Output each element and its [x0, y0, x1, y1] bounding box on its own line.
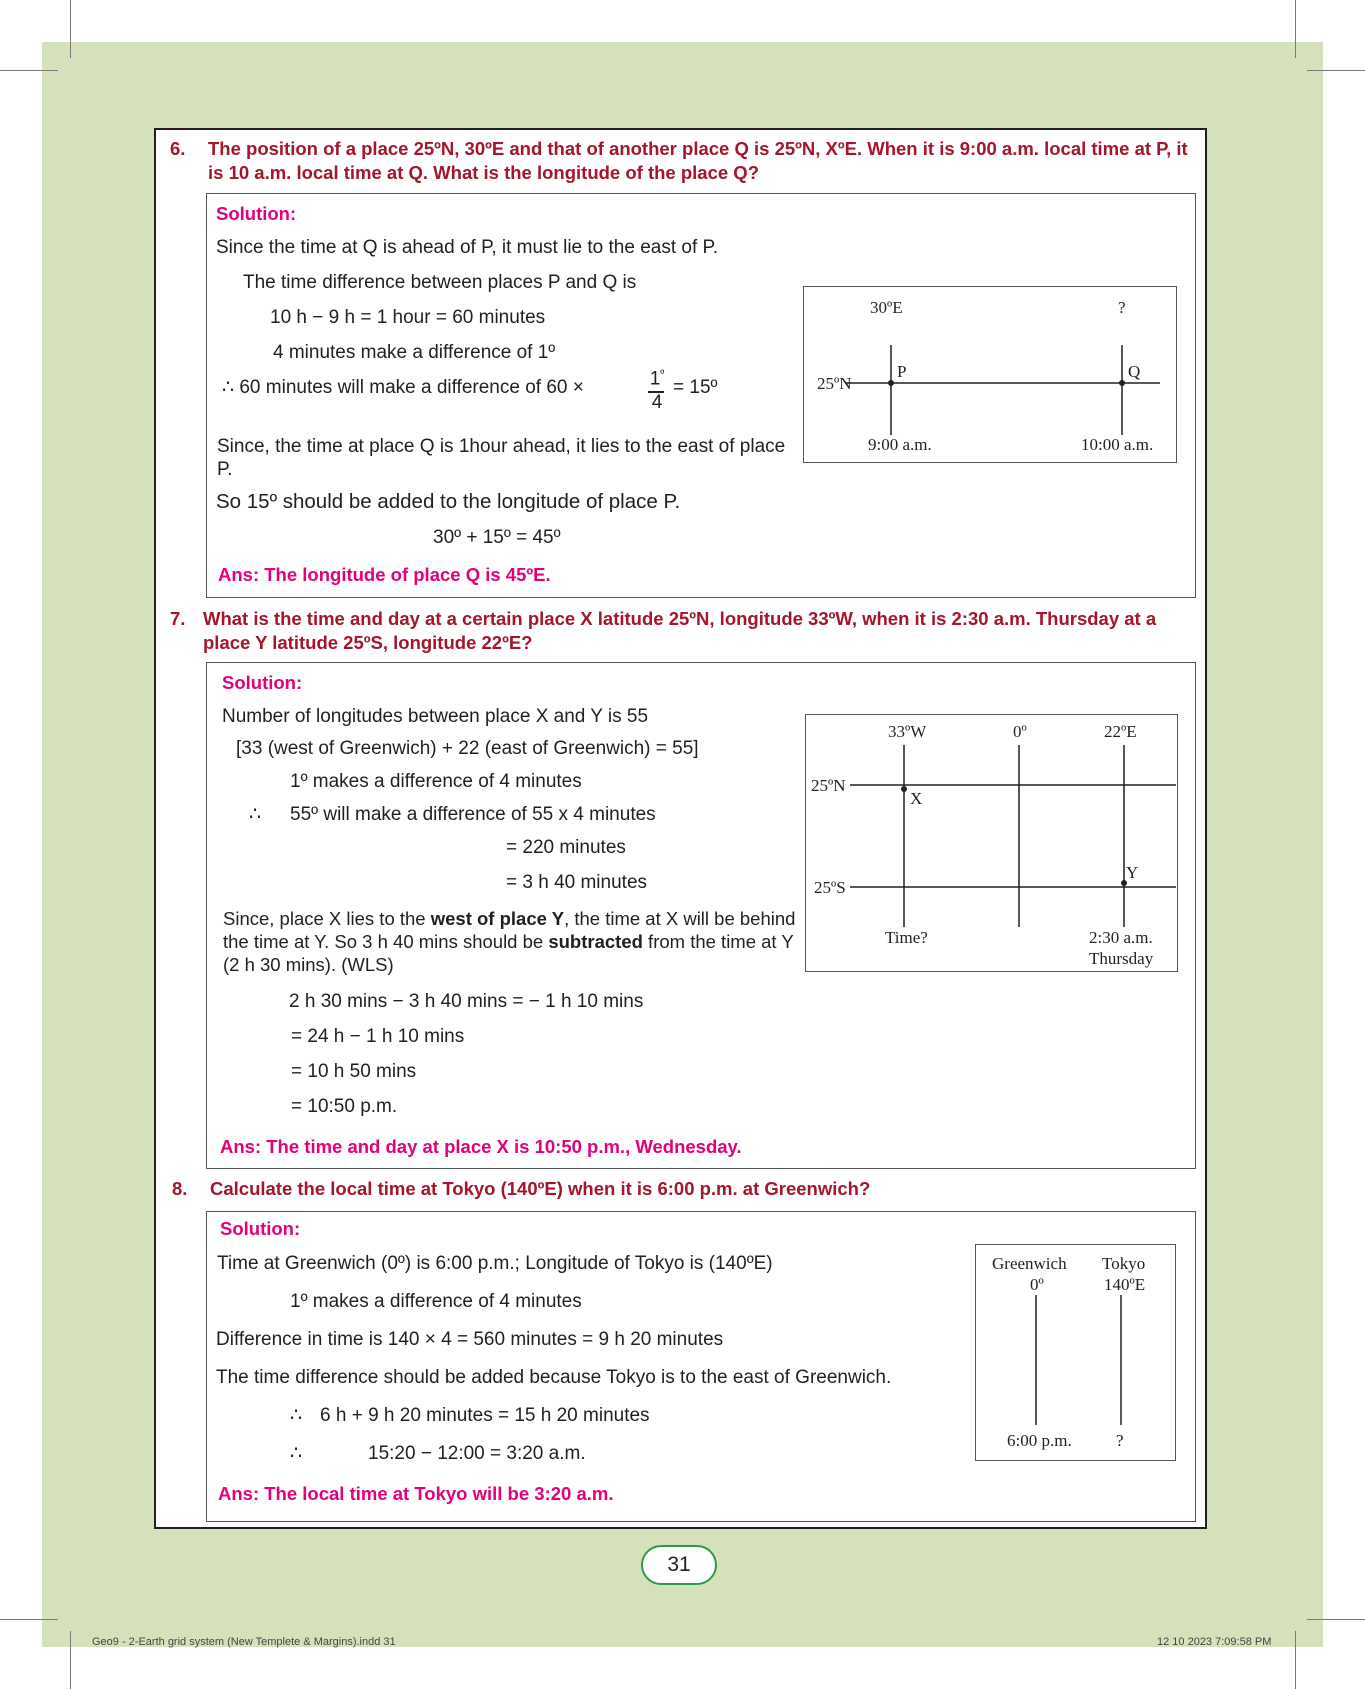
solution-line: 1º makes a difference of 4 minutes	[290, 771, 582, 792]
diagram-label: 33ºW	[888, 722, 927, 741]
solution-line: = 3 h 40 minutes	[506, 872, 648, 893]
solution-line: = 24 h − 1 h 10 mins	[291, 1026, 465, 1047]
diagram-label: Greenwich	[992, 1254, 1067, 1273]
solution-line: = 10:50 p.m.	[291, 1096, 398, 1117]
crop-mark	[1295, 1631, 1296, 1689]
diagram-label: 25ºS	[814, 878, 846, 897]
solution-line: 30º + 15º = 45º	[433, 527, 561, 548]
solution-line: Difference in time is 140 × 4 = 560 minutes = 9 h 20 minutes	[216, 1329, 724, 1350]
footer-filename: Geo9 - 2-Earth grid system (New Templete & Margins).indd 31	[92, 1636, 396, 1648]
diagram-label: ?	[1118, 298, 1126, 317]
diagram-label: Thursday	[1089, 949, 1154, 968]
solution-label: Solution:	[222, 672, 303, 693]
fraction-denominator: 4	[651, 392, 663, 413]
diagram-label: 2:30 a.m.	[1089, 928, 1153, 947]
therefore-symbol: ∴	[290, 1405, 303, 1426]
diagram-label: Y	[1126, 863, 1139, 882]
solution-line: 1º makes a difference of 4 minutes	[290, 1291, 582, 1312]
diagram-6	[803, 286, 1177, 463]
solution-label: Solution:	[220, 1218, 301, 1239]
solution-line: 2 h 30 mins − 3 h 40 mins = − 1 h 10 mins	[289, 991, 644, 1012]
answer-text: Ans: The time and day at place X is 10:50 p.m., Wednesday.	[220, 1136, 742, 1157]
answer-text: Ans: The local time at Tokyo will be 3:20 a.m.	[218, 1483, 614, 1504]
answer-text: Ans: The longitude of place Q is 45ºE.	[218, 564, 551, 585]
solution-line: Number of longitudes between place X and Y is 55	[222, 706, 649, 727]
question-text: What is the time and day at a certain place X latitude 25ºN, longitude 33ºW, when it is 2:30 a.m. Thursday at a place Y latitude 25ºS, longitude 22ºE?	[203, 608, 1157, 653]
diagram-label: 140ºE	[1104, 1275, 1146, 1294]
crop-mark	[70, 1631, 71, 1689]
diagram-label: 0º	[1013, 722, 1027, 741]
fraction-numerator: $1^º$	[649, 368, 665, 390]
diagram-label: 25ºN	[817, 374, 852, 393]
diagram-label: X	[910, 789, 923, 808]
therefore-symbol: ∴	[290, 1443, 303, 1464]
crop-mark	[1307, 1619, 1365, 1620]
diagram-label: 9:00 a.m.	[868, 435, 932, 454]
point-q	[1119, 380, 1125, 386]
diagram-label: 6:00 p.m.	[1007, 1431, 1072, 1450]
question-text: The position of a place 25ºN, 30ºE and that of another place Q is 25ºN, XºE. When it is 9:00 a.m. local time at P, it is 10 a.m. local time at Q. What is the longitude of the place Q?	[208, 138, 1188, 183]
footer-timestamp: 12 10 2023 7:09:58 PM	[1157, 1636, 1272, 1648]
diagram-label: Q	[1128, 362, 1141, 381]
question-number: 6.	[170, 138, 186, 159]
crop-mark	[0, 1619, 58, 1620]
crop-mark	[1307, 70, 1365, 71]
solution-line: [33 (west of Greenwich) + 22 (east of Greenwich) = 55]	[236, 738, 699, 759]
solution-line: = 10 h 50 mins	[291, 1061, 417, 1082]
diagram-label: 22ºE	[1104, 722, 1137, 741]
solution-line: Time at Greenwich (0º) is 6:00 p.m.; Longitude of Tokyo is (140ºE)	[217, 1253, 773, 1274]
crop-mark	[1295, 0, 1296, 58]
solution-line: 55º will make a difference of 55 x 4 minutes	[290, 804, 656, 825]
solution-line: = 220 minutes	[506, 837, 626, 858]
question-number: 7.	[170, 608, 186, 629]
diagram-8	[975, 1244, 1176, 1461]
point-p	[888, 380, 894, 386]
diagram-label: Time?	[885, 928, 928, 947]
page-number: 31	[641, 1545, 717, 1585]
solution-line: 6 h + 9 h 20 minutes = 15 h 20 minutes	[320, 1405, 650, 1426]
crop-mark	[70, 0, 71, 58]
solution-line: So 15º should be added to the longitude of place P.	[216, 490, 681, 513]
diagram-7	[805, 714, 1178, 972]
question-text: Calculate the local time at Tokyo (140ºE) when it is 6:00 p.m. at Greenwich?	[210, 1178, 871, 1199]
point-x	[901, 786, 907, 792]
question-number: 8.	[172, 1178, 188, 1199]
crop-mark	[0, 70, 58, 71]
solution-line: The time difference between places P and Q is	[243, 272, 637, 293]
solution-line: 15:20 − 12:00 = 3:20 a.m.	[368, 1443, 586, 1464]
solution-paragraph: Since, the time at place Q is 1hour ahead, it lies to the east of place P.	[217, 436, 786, 480]
diagram-label: Tokyo	[1102, 1254, 1146, 1273]
diagram-label: 10:00 a.m.	[1081, 435, 1154, 454]
solution-line: 4 minutes make a difference of 1º	[273, 342, 556, 363]
solution-line: 10 h − 9 h = 1 hour = 60 minutes	[270, 307, 546, 328]
diagram-label: 0º	[1030, 1275, 1044, 1294]
diagram-label: P	[897, 362, 907, 381]
solution-paragraph: Since, place X lies to the west of place Y, the time at X will be behind the time at Y. So 3 h 40 mins should be subtracted from the time at Y (2 h 30 mins). (WLS)	[223, 908, 796, 975]
diagram-label: 25ºN	[811, 776, 846, 795]
solution-label: Solution:	[216, 203, 297, 224]
solution-line: ∴ 60 minutes will make a difference of 60 ×	[222, 377, 584, 398]
solution-line: Since the time at Q is ahead of P, it must lie to the east of P.	[216, 237, 719, 258]
diagram-label: 30ºE	[870, 298, 903, 317]
therefore-symbol: ∴	[249, 804, 262, 825]
diagram-label: ?	[1116, 1431, 1124, 1450]
solution-line: = 15º	[673, 377, 718, 398]
solution-line: The time difference should be added because Tokyo is to the east of Greenwich.	[216, 1367, 892, 1388]
